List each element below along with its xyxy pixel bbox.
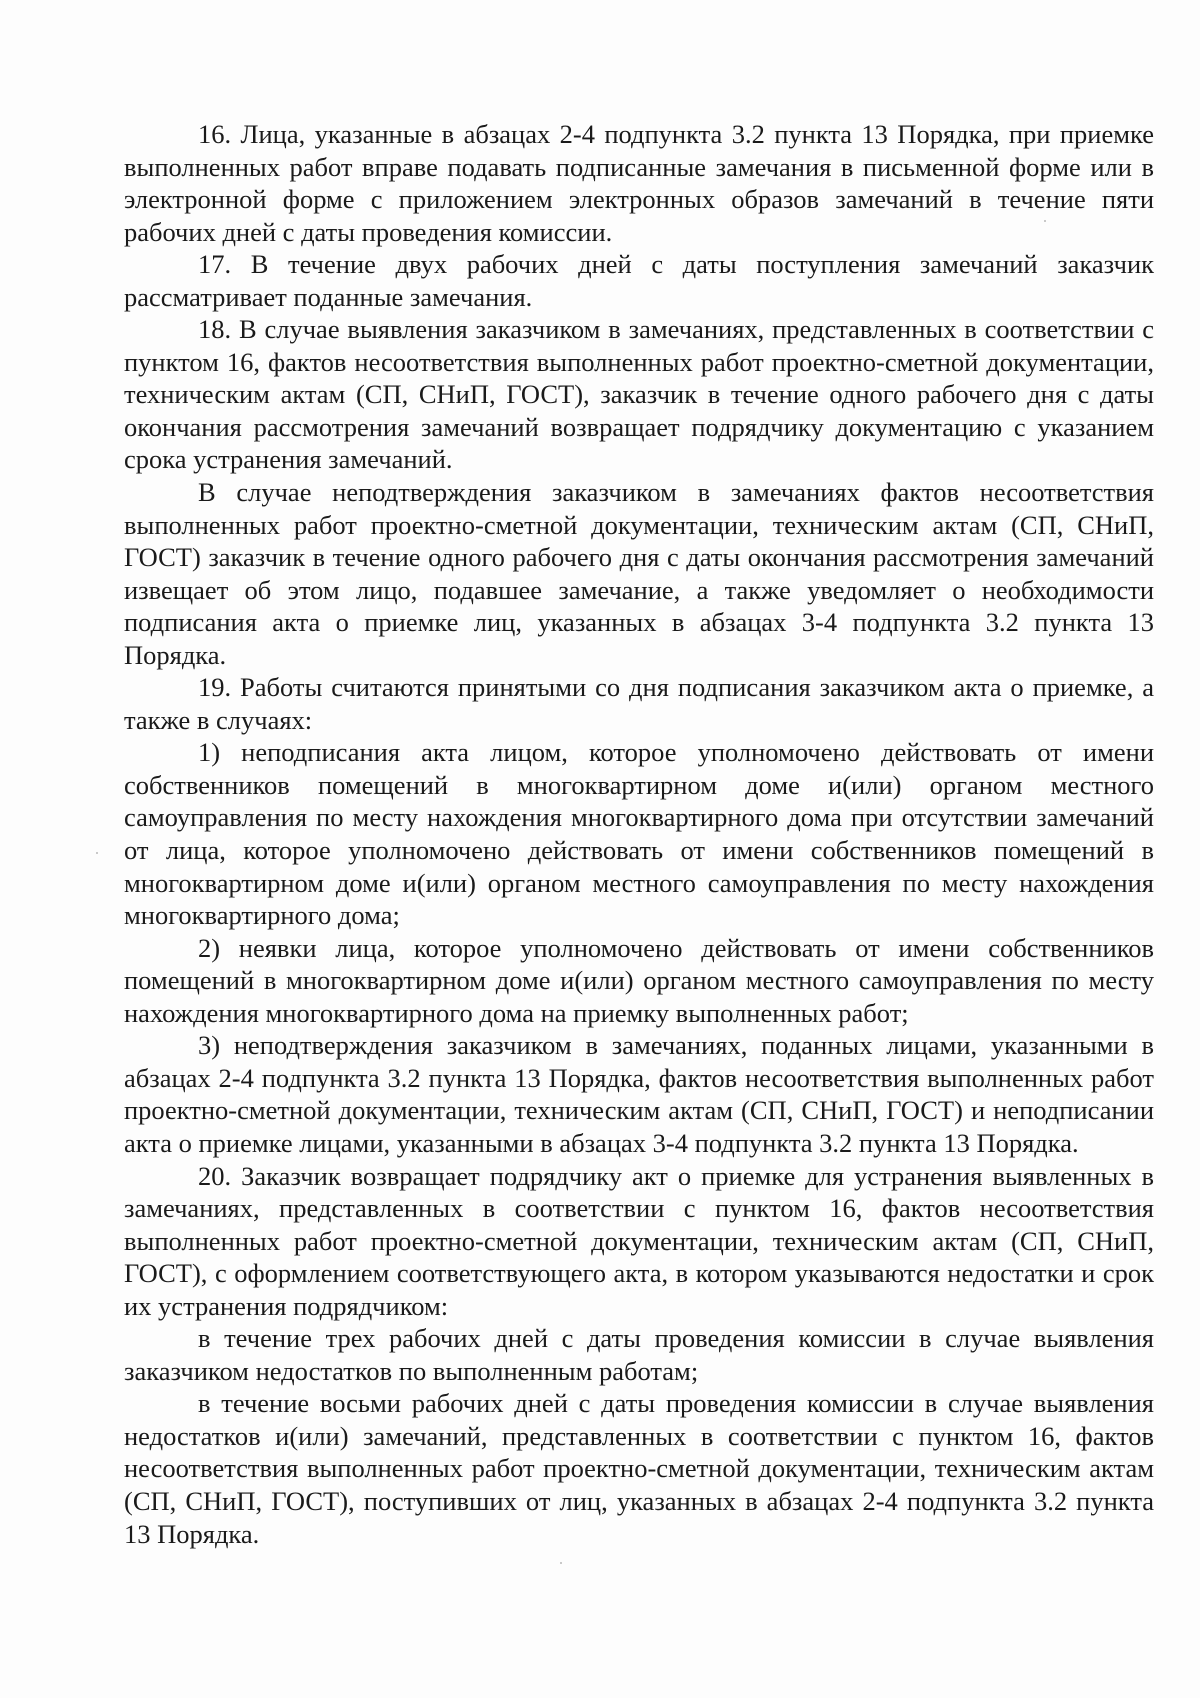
paragraph-20: 20. Заказчик возвращает подрядчику акт о приемке для устранения выявленных в замечаниях, представленных в соответствии с пунктом 16, фактов несоответствия выполненных работ проектно-сметной документации, техническим актам (СП, СНиП, ГОСТ), с оформлением соответствующего акта, в котором указываются недостатки и срок их устранения подрядчиком: [124,1160,1154,1321]
paragraph-18-continuation: В случае неподтверждения заказчиком в замечаниях фактов несоответствия выполненных работ проектно-сметной документации, техническим актам (СП, СНиП, ГОСТ) заказчик в течение одного рабочего дня с даты окончания рассмотрения замечаний извещает об этом лицо, подавшее замечание, а также уведомляет о необходимости подписания акта о приемке лиц, указанных в абзацах 3-4 подпункта 3.2 пункта 13 Порядка. [124,477,1154,670]
scan-speck [96,852,98,854]
scan-speck [560,1562,562,1564]
paragraph-18: 18. В случае выявления заказчиком в замечаниях, представленных в соответствии с пунктом 16, фактов несоответствия выполненных работ проектно-сметной документации, техническим актам (СП, СНиП, ГОСТ), заказчик в течение одного рабочего дня с даты окончания рассмотрения замечаний возвращает подрядчику документацию с указанием срока устранения замечаний. [124,314,1154,475]
paragraph-17: 17. В течение двух рабочих дней с даты поступления замечаний заказчик рассматривает поданные замечания. [124,249,1154,312]
document-body [124,118,1154,1550]
paragraph-19: 19. Работы считаются принятыми со дня подписания заказчиком акта о приемке, а также в случаях: [124,672,1154,735]
paragraph-20-term-1: в течение трех рабочих дней с даты проведения комиссии в случае выявления заказчиком недостатков по выполненным работам; [124,1323,1154,1386]
paragraph-19-item-3: 3) неподтверждения заказчиком в замечаниях, поданных лицами, указанными в абзацах 2-4 подпункта 3.2 пункта 13 Порядка, фактов несоответствия выполненных работ проектно-сметной документации, техническим актам (СП, СНиП, ГОСТ) и неподписании акта о приемке лицами, указанными в абзацах 3-4 подпункта 3.2 пункта 13 Порядка. [124,1030,1154,1158]
paragraph-20-term-2: в течение восьми рабочих дней с даты проведения комиссии в случае выявления недостатков и(или) замечаний, представленных в соответствии с пунктом 16, фактов несоответствия выполненных работ проектно-сметной документации, техническим актам (СП, СНиП, ГОСТ), поступивших от лиц, указанных в абзацах 2-4 подпункта 3.2 пункта 13 Порядка. [124,1388,1154,1549]
paragraph-19-item-2: 2) неявки лица, которое уполномочено действовать от имени собственников помещений в многоквартирном доме и(или) органом местного самоуправления по месту нахождения многоквартирного дома на приемку выполненных работ; [124,932,1154,1028]
paragraph-19-item-1: 1) неподписания акта лицом, которое уполномочено действовать от имени собственников помещений в многоквартирном доме и(или) органом местного самоуправления по месту нахождения многоквартирного дома при отсутствии замечаний от лица, которое уполномочено действовать от имени собственников помещений в многоквартирном доме и(или) органом местного самоуправления по месту нахождения многоквартирного дома; [124,737,1154,931]
paragraph-16: 16. Лица, указанные в абзацах 2-4 подпункта 3.2 пункта 13 Порядка, при приемке выполненных работ вправе подавать подписанные замечания в письменной форме или в электронной форме с приложением электронных образов замечаний в течение пяти рабочих дней с даты проведения комиссии. [124,119,1154,247]
